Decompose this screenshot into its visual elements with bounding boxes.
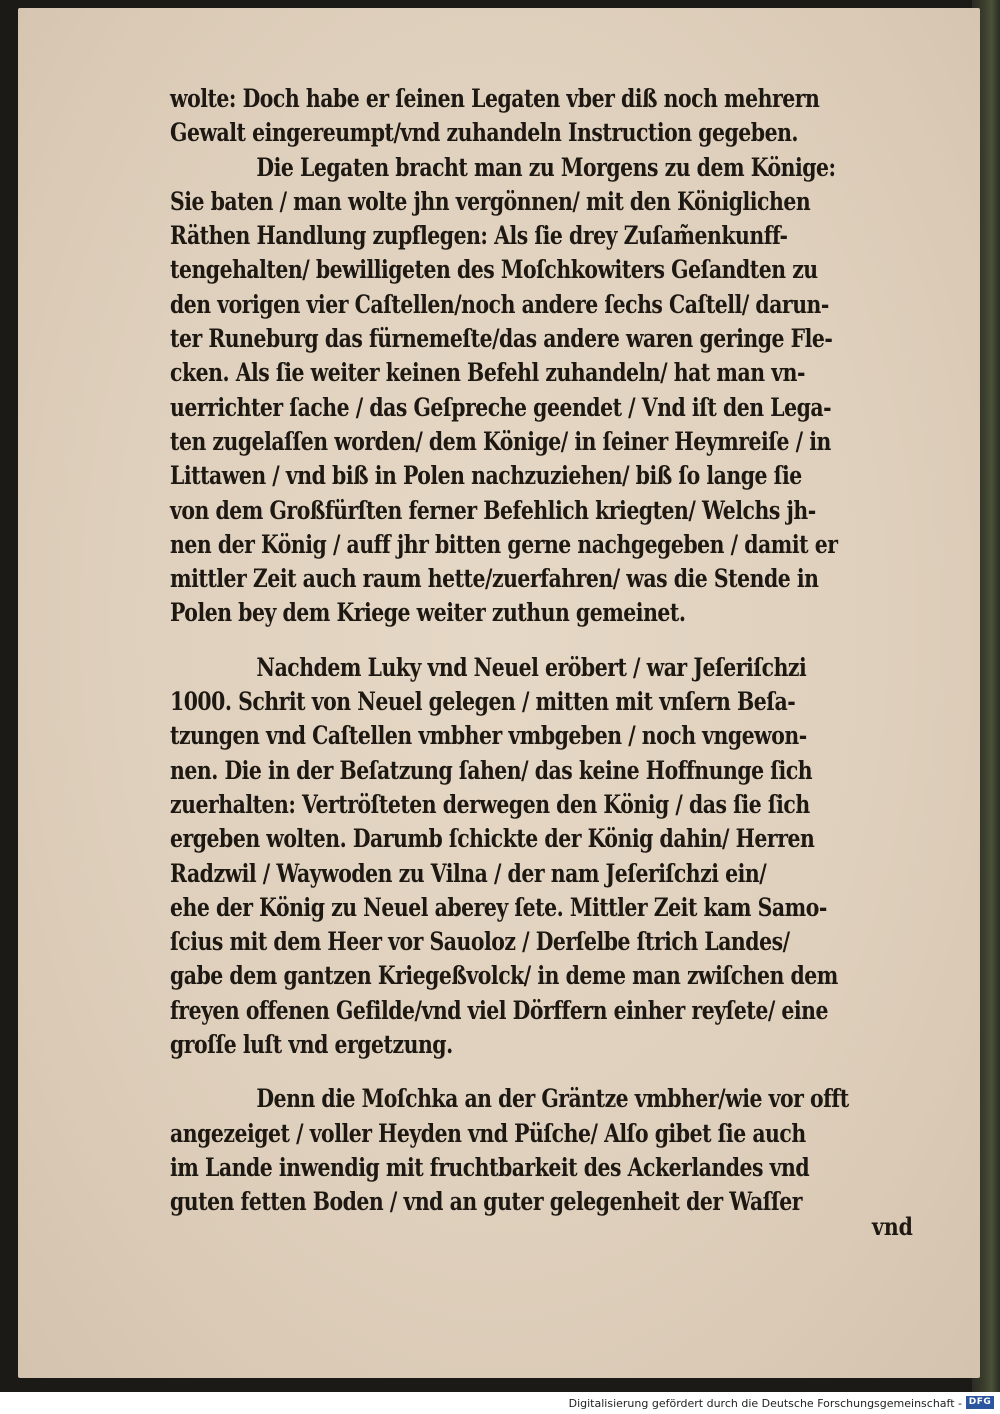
text-line: Polen bey dem Kriege weiter zuthun gemeinet.	[170, 598, 686, 629]
text-line: nen der König / auff jhr bitten gerne nachgegeben / damit er	[170, 529, 838, 560]
funding-notice: Digitalisierung gefördert durch die Deutsche Forschungsgemeinschaft -	[568, 1397, 962, 1410]
text-line: ter Runeburg das fürnemeſte/das andere waren geringe Fle-	[170, 324, 833, 355]
text-line: ſcius mit dem Heer vor Sauoloz / Derſelbe ſtrich Landes/	[170, 927, 790, 958]
text-line: Die Legaten bracht man zu Morgens zu dem Könige:	[256, 152, 836, 183]
text-line: Littawen / vnd biß in Polen nachzuziehen/ biß ſo lange ſie	[170, 461, 802, 492]
text-line: nen. Die in der Beſatzung ſahen/ das keine Hoffnunge ſich	[170, 755, 813, 786]
paragraph-2	[170, 651, 930, 1063]
footer-bar	[0, 1392, 1000, 1414]
text-line: Radzwil / Waywoden zu Vilna / der nam Jeſeriſchzi ein/	[170, 858, 767, 889]
text-line: tengehalten/ bewilligeten des Moſchkowiters Geſandten zu	[170, 255, 818, 286]
text-line: Gewalt eingereumpt/vnd zuhandeln Instruction gegeben.	[170, 118, 799, 149]
text-line: Denn die Moſchka an der Gräntze vmbher/wie vor offt	[256, 1084, 849, 1115]
paragraph-3	[170, 1082, 930, 1219]
text-line: mittler Zeit auch raum hette/zuerfahren/ was die Stende in	[170, 564, 819, 595]
text-line: cken. Als ſie weiter keinen Befehl zuhandeln/ hat man vn-	[170, 358, 805, 389]
catchword: vnd	[872, 1212, 913, 1241]
text-line: 1000. Schrit von Neuel gelegen / mitten mit vnſern Beſa-	[170, 687, 796, 718]
text-line: groſſe luſt vnd ergetzung.	[170, 1030, 453, 1061]
text-line: im Lande inwendig mit fruchtbarkeit des Ackerlandes vnd	[170, 1152, 810, 1183]
paragraph-1	[170, 82, 930, 631]
text-line: ergeben wolten. Darumb ſchickte der König dahin/ Herren	[170, 824, 815, 855]
text-line: angezeiget / voller Heyden vnd Püſche/ Alſo gibet ſie auch	[170, 1118, 806, 1149]
text-line: Räthen Handlung zupflegen: Als ſie drey Zuſam̃enkunff-	[170, 221, 788, 252]
text-line: uerrichter ſache / das Geſpreche geendet / Vnd iſt den Lega-	[170, 392, 832, 423]
text-line: zuerhalten: Vertröſteten derwegen den König / das ſie ſich	[170, 789, 810, 820]
paragraph-gap	[170, 1062, 930, 1082]
text-line: guten fetten Boden / vnd an guter gelegenheit der Waſſer	[170, 1187, 803, 1218]
text-line: ten zugelaſſen worden/ dem Könige/ in ſeiner Heymreiſe / in	[170, 426, 831, 457]
text-line: freyen offenen Gefilde/vnd viel Dörffern einher reyſete/ eine	[170, 995, 829, 1026]
paragraph-gap	[170, 631, 930, 651]
dfg-logo-icon: DFG	[966, 1396, 994, 1409]
text-line: den vorigen vier Caſtellen/noch andere ſechs Caſtell/ darun-	[170, 289, 829, 320]
text-line: tzungen vnd Caſtellen vmbher vmbgeben / noch vngewon-	[170, 721, 807, 752]
text-line: von dem Großfürſten ferner Befehlich kriegten/ Welchs jh-	[170, 495, 816, 526]
text-line: gabe dem gantzen Kriegeßvolck/ in deme man zwiſchen dem	[170, 961, 838, 992]
text-line: ehe der König zu Neuel aberey ſete. Mittler Zeit kam Samo-	[170, 892, 827, 923]
page-text	[170, 82, 930, 1220]
text-line: Sie baten / man wolte jhn vergönnen/ mit den Königlichen	[170, 186, 811, 217]
text-line: Nachdem Luky vnd Neuel eröbert / war Jeſeriſchzi	[256, 652, 807, 683]
text-line: wolte: Doch habe er ſeinen Legaten vber diß noch mehrern	[170, 84, 820, 114]
